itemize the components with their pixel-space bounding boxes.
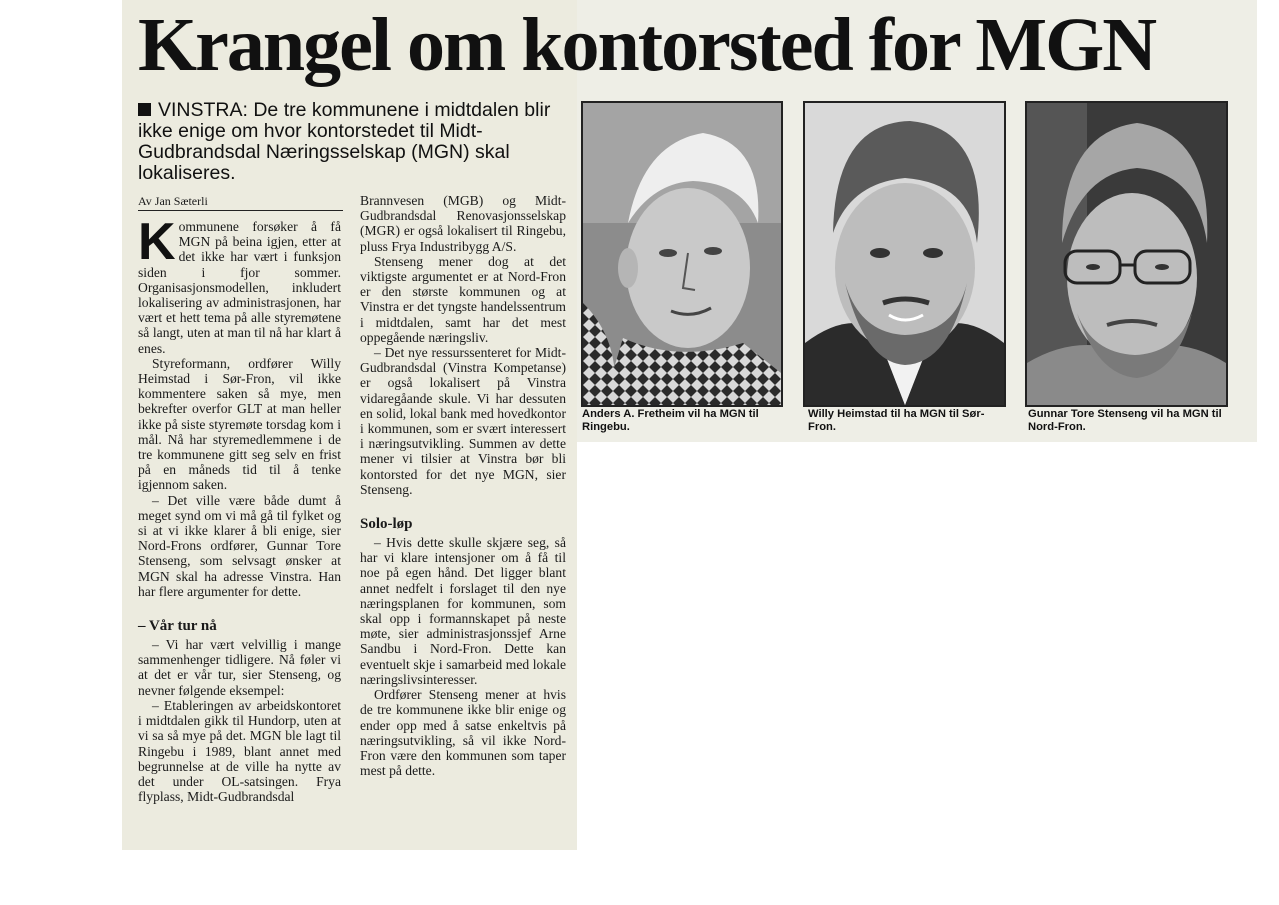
paragraph: – Det nye ressurssenteret for Midt-Gudbrandsdal (Vinstra Kompetanse) er også lokalisert på Vinstra vidaregåande skule. Vi har dessuten en solid, lokal bank med hovedkontor i kommunen, som er svært interessert i næringsutvikling. Summen av dette mener vi tilsier at Vinstra bør bli kontorsted for det nye MGN, sier Stenseng. (360, 345, 566, 497)
paragraph: – Hvis dette skulle skjære seg, så har vi klare intensjoner om å få til noe på egen hånd. Det ligger blant annet nedfelt i forslaget til den nye næringsplanen for kommunen, som skal opp i formannskapet på neste møte, sier administrasjonssjef Arne Sandbu i Nord-Fron. Dette kan eventuelt skje i samarbeid med lokale næringslivsinteresser. (360, 535, 566, 687)
paragraph: – Etableringen av arbeidskontoret i midtdalen gikk til Hundorp, uten at vi sa så mye på det. MGN ble lagt til Ringebu i 1989, blant annet med begrunnelse at de ville ha nytte av det under OL-satsingen. Frya flyplass, Midt-Gudbrandsdal (138, 697, 341, 805)
photo-caption: Willy Heimstad til ha MGN til Sør-Fron. (808, 408, 985, 433)
paragraph: Stenseng mener dog at det viktigste argumentet er at Nord-Fron er den største kommunen og at Vinstra er det tyngste handelssentrum i midtdalen, samt har det mest oppegående næringsliv. (360, 253, 566, 345)
paragraph: Kommunene forsøker å få MGN på beina igjen, etter at det ikke har vært i funksjon siden i fjor sommer. Organisasjonsmodellen, inkludert lokalisering av administrasjonen, har vært et hett tema på alle styremøtene så langt, uten at man til nå har klart å enes. (138, 213, 341, 356)
drop-cap: K (138, 213, 176, 271)
photo-caption: Gunnar Tore Stenseng vil ha MGN til Nord-Fron. (1028, 408, 1222, 433)
photo-caption: Anders A. Fretheim vil ha MGN til Ringebu. (582, 408, 759, 433)
paragraph: Styreformann, ordfører Willy Heimstad i Sør-Fron, vil ikke kommentere saken så mye, men bekrefter overfor GLT at man heller ikke på siste styremøte torsdag kom i mål. Nå har styremedlemmene i de tre kommunene gitt seg selv en frist på en måneds tid til å tenke igjennom saken. (138, 355, 341, 493)
paragraph: – Det ville være både dumt å meget synd om vi må gå til fylket og si at vi ikke klarer å bli enige, sier Nord-Frons ordfører, Gunnar Tore Stenseng, som selvsagt ønsker at MGN skal ha adresse Vinstra. Han har flere argumenter for dette. (138, 492, 341, 599)
portrait-image (583, 103, 781, 405)
portrait-image (1027, 103, 1226, 405)
lead-text: VINSTRA: De tre kommunene i midtdalen blir ikke enige om hvor kontorstedet til Midt-Gudbrandsdal Næringsselskap (MGN) skal lokaliseres. (138, 99, 551, 184)
paragraph: – Vi har vært velvillig i mange sammenhenger tidligere. Nå føler vi at det er vår tur, sier Stenseng, og nevner følgende eksempel: (138, 637, 341, 698)
paragraph: Ordfører Stenseng mener at hvis de tre kommunene ikke blir enige og ender opp med å satse enkeltvis på næringsutvikling, så vil ikke Nord-Fron være den kommunen som taper mest på dette. (360, 687, 566, 779)
portrait-image (805, 103, 1004, 405)
subheading: Solo-løp (360, 516, 413, 533)
article-column-1 (138, 213, 341, 839)
paragraph: Brannvesen (MGB) og Midt-Gudbrandsdal Renovasjonsselskap (MGR) er også lokalisert til Ringebu, pluss Frya Industribygg A/S. (360, 193, 566, 254)
portrait-photo-stenseng (1025, 101, 1228, 407)
bullet-square-icon (138, 103, 151, 116)
article-column-2 (360, 193, 566, 833)
article-byline: Av Jan Sæterli (138, 194, 343, 211)
subheading: – Vår tur nå (138, 618, 217, 635)
portrait-photo-fretheim (581, 101, 783, 407)
article-lead (138, 100, 570, 184)
article-headline: Krangel om kontorsted for MGN (138, 3, 1156, 87)
portrait-photo-heimstad (803, 101, 1006, 407)
